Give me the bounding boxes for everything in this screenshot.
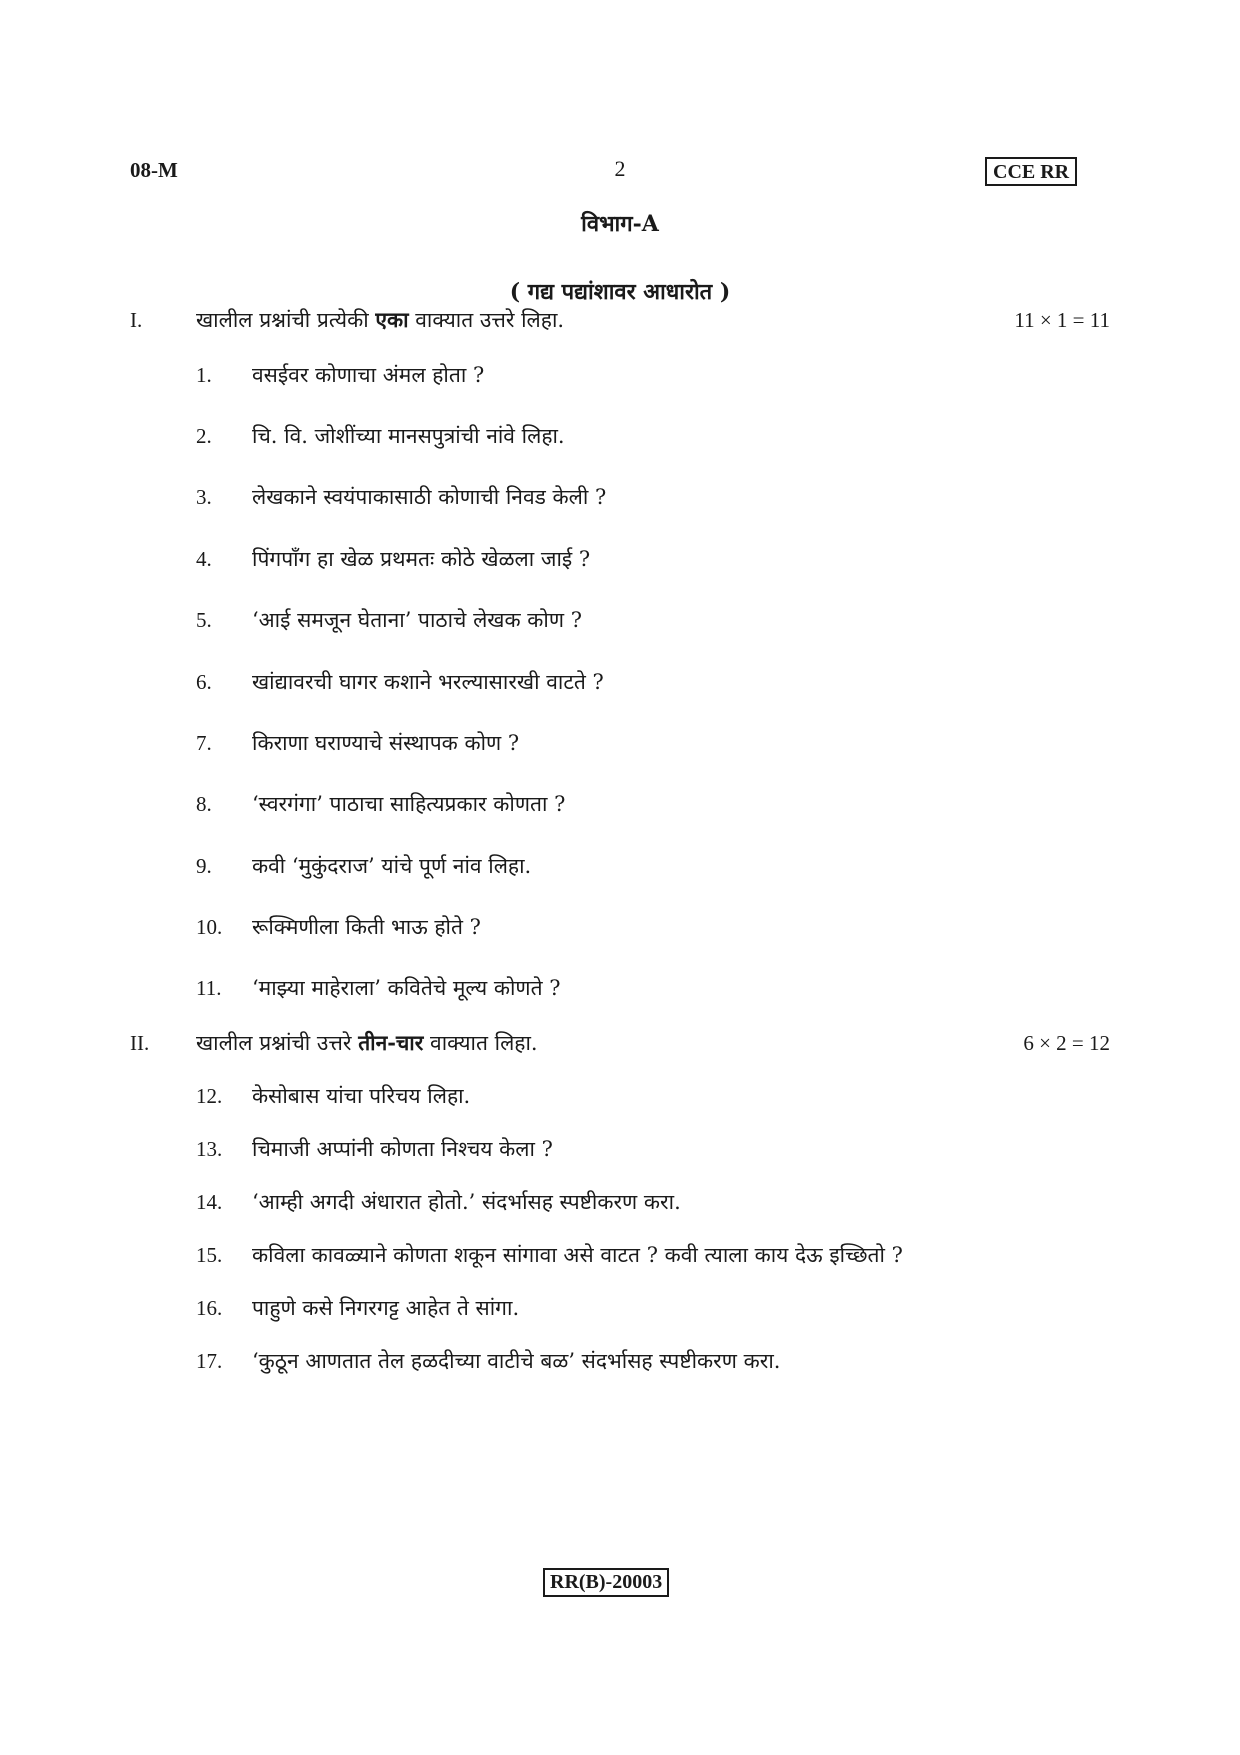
question-group-marks: 6 × 2 = 12 [1023,1031,1110,1055]
question-text: पाहुणे कसे निगरगट्ट आहेत ते सांगा. [252,1296,520,1320]
question-text: ‘स्वरगंगा’ पाठाचा साहित्यप्रकार कोणता ? [252,792,566,816]
section-title: विभाग-A [581,211,659,237]
question-item [196,1079,1116,1113]
question-item [196,971,1116,1005]
question-group-instruction: खालील प्रश्नांची उत्तरे तीन-चार वाक्यात लिहा. [196,1030,538,1055]
question-text: चिमाजी अप्पांनी कोणता निश्चय केला ? [252,1137,553,1161]
question-number: 7. [196,731,212,755]
question-group-number: I. [130,308,143,332]
question-item [196,1291,1116,1325]
question-item [196,787,1116,821]
paper-code: 08-M [130,158,178,182]
question-group-instruction: खालील प्रश्नांची प्रत्येकी एका वाक्यात उत्तरे लिहा. [196,307,565,332]
question-text: ‘आम्ही अगदी अंधारात होतो.’ संदर्भासह स्पष्टीकरण करा. [252,1190,681,1214]
question-text: लेखकाने स्वयंपाकासाठी कोणाची निवड केली ? [252,485,607,509]
instruction-emphasis: तीन-चार [358,1030,424,1055]
question-text: पिंगपाँग हा खेळ प्रथमतः कोठे खेळला जाई ? [252,547,591,571]
question-number: 3. [196,485,212,509]
question-item [196,726,1116,760]
footer-paper-code: RR(B)-20003 [543,1568,669,1597]
question-text: ‘माझ्या माहेराला’ कवितेचे मूल्य कोणते ? [252,976,561,1000]
question-text: ‘आई समजून घेताना’ पाठाचे लेखक कोण ? [252,608,582,632]
question-group-1 [130,303,1110,337]
question-text: ‘कुठून आणतात तेल हळदीच्या वाटीचे बळ’ संदर्भासह स्पष्टीकरण करा. [252,1349,781,1373]
question-number: 13. [196,1137,223,1161]
question-number: 2. [196,424,212,448]
question-item [196,419,1116,453]
question-item [196,910,1116,944]
question-number: 1. [196,363,212,387]
question-item [196,665,1116,699]
question-number: 14. [196,1190,223,1214]
question-item [196,603,1116,637]
question-number: 9. [196,854,212,878]
question-number: 8. [196,792,212,816]
page-number: 2 [614,156,626,181]
question-item [196,480,1116,514]
question-item [196,1132,1116,1166]
question-number: 11. [196,976,222,1000]
question-number: 4. [196,547,212,571]
question-text: वसईवर कोणाचा अंमल होता ? [252,363,485,387]
instruction-emphasis: एका [375,307,409,332]
section-subtitle: ( गद्य पद्यांशावर आधारोत ) [509,279,731,305]
question-item [196,542,1116,576]
question-number: 10. [196,915,223,939]
question-number: 12. [196,1084,223,1108]
question-number: 16. [196,1296,223,1320]
question-group-number: II. [130,1031,150,1055]
question-text: कविला कावळ्याने कोणता शकून सांगावा असे वाटत ? कवी त्याला काय देऊ इच्छितो ? [252,1243,903,1267]
question-item [196,849,1116,883]
question-number: 17. [196,1349,223,1373]
question-item [196,1344,1116,1378]
question-item [196,1185,1116,1219]
question-text: रूक्मिणीला किती भाऊ होते ? [252,915,481,939]
question-text: चि. वि. जोशींच्या मानसपुत्रांची नांवे लिहा. [252,424,565,448]
question-group-marks: 11 × 1 = 11 [1014,308,1110,332]
question-group-2 [130,1026,1110,1060]
question-item [196,1238,1116,1272]
question-number: 15. [196,1243,223,1267]
question-text: कवी ‘मुकुंदराज’ यांचे पूर्ण नांव लिहा. [252,854,532,878]
question-number: 5. [196,608,212,632]
question-item [196,358,1116,392]
question-text: खांद्यावरची घागर कशाने भरल्यासारखी वाटते ? [252,670,604,694]
question-text: किराणा घराण्याचे संस्थापक कोण ? [252,731,520,755]
question-number: 6. [196,670,212,694]
series-badge: CCE RR [985,157,1077,186]
question-text: केसोबास यांचा परिचय लिहा. [252,1084,471,1108]
